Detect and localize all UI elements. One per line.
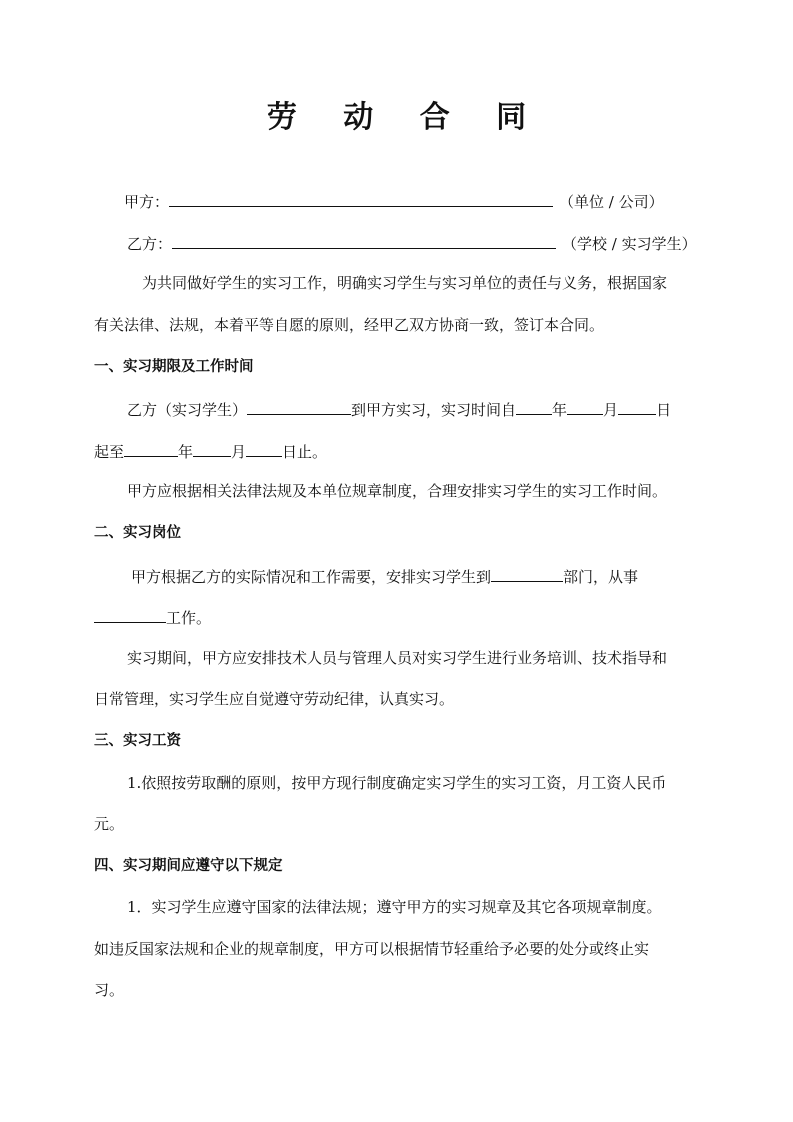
s2-text-c: 工作。: [166, 609, 212, 627]
end-month-blank[interactable]: [193, 440, 231, 457]
party-a-label: 甲方：: [124, 193, 170, 211]
end-day-blank[interactable]: [246, 440, 282, 457]
document-title: 劳 动 合 同: [266, 100, 545, 135]
s1-year2-label: 年: [178, 443, 194, 461]
s1-text-b: 到甲方实习，实习时间自: [351, 401, 517, 419]
party-b-blank[interactable]: [172, 232, 556, 249]
start-day-blank[interactable]: [618, 398, 656, 415]
s1-text-a: 乙方（实习学生）: [127, 401, 248, 419]
start-year-blank[interactable]: [516, 398, 552, 415]
job-blank[interactable]: [94, 606, 166, 623]
s1-paragraph-2: 甲方应根据相关法律法规及本单位规章制度，合理安排实习学生的实习工作时间。: [127, 482, 668, 500]
s1-end-label: 日止。: [282, 443, 328, 461]
s1-month-label: 月: [603, 401, 619, 419]
s2-paragraph-1-line-2: [94, 606, 211, 628]
party-a-blank[interactable]: [169, 190, 553, 207]
start-month-blank[interactable]: [567, 398, 603, 415]
section-1-heading: 一、实习期限及工作时间: [94, 359, 254, 375]
s1-month2-label: 月: [231, 443, 247, 461]
s2-text-b: 部门，从事: [563, 568, 639, 586]
party-b-label: 乙方：: [127, 235, 173, 253]
s1-day-label: 日: [656, 401, 672, 419]
section-4-heading: 四、实习期间应遵守以下规定: [94, 858, 283, 874]
s4-paragraph-1-line-1: 1．实习学生应遵守国家的法律法规；遵守甲方的实习规章及其它各项规章制度。: [127, 898, 662, 916]
party-a-suffix: （单位 / 公司）: [559, 193, 664, 211]
intro-line-2: 有关法律、法规，本着平等自愿的原则，经甲乙双方协商一致，签订本合同。: [94, 316, 605, 334]
s2-paragraph-2-line-1: 实习期间，甲方应安排技术人员与管理人员对实习学生进行业务培训、技术指导和: [127, 649, 668, 667]
party-b-suffix: （学校 / 实习学生）: [562, 235, 697, 253]
s1-paragraph-1-line-1: [127, 398, 671, 420]
end-year-blank[interactable]: [124, 440, 178, 457]
party-a-line: [124, 190, 664, 212]
s2-paragraph-1-line-1: [131, 565, 638, 587]
party-b-line: [127, 232, 697, 254]
section-3-heading: 三、实习工资: [94, 733, 181, 749]
student-name-blank[interactable]: [247, 398, 351, 415]
s3-paragraph-1-line-2: 元。: [94, 815, 125, 833]
s1-year-label: 年: [552, 401, 568, 419]
s1-start-label: 起至: [94, 443, 125, 461]
department-blank[interactable]: [491, 565, 563, 582]
s3-paragraph-1-line-1: 1.依照按劳取酬的原则，按甲方现行制度确定实习学生的实习工资，月工资人民币: [127, 774, 667, 792]
s2-paragraph-2-line-2: 日常管理，实习学生应自觉遵守劳动纪律，认真实习。: [94, 690, 455, 708]
section-2-heading: 二、实习岗位: [94, 525, 181, 541]
s1-paragraph-1-line-2: [94, 440, 327, 462]
s4-paragraph-1-line-2: 如违反国家法规和企业的规章制度，甲方可以根据情节轻重给予必要的处分或终止实: [94, 940, 650, 958]
intro-line-1: 为共同做好学生的实习工作，明确实习学生与实习单位的责任与义务，根据国家: [142, 274, 668, 292]
s2-text-a: 甲方根据乙方的实际情况和工作需要，安排实习学生到: [131, 568, 492, 586]
s4-paragraph-1-line-3: 习。: [94, 981, 125, 999]
